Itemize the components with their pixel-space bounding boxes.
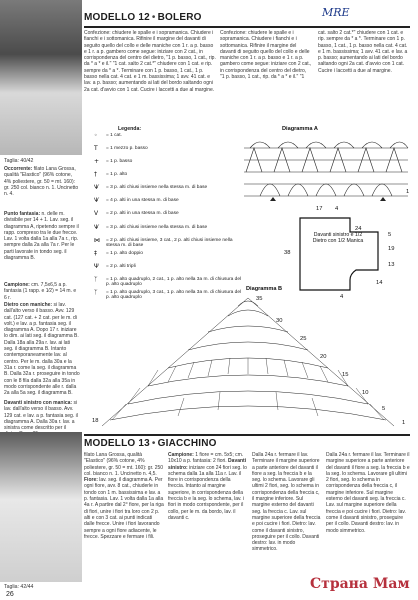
legend-symbol-icon: T (94, 145, 98, 153)
diagram-b-row-25: 25 (300, 336, 307, 342)
model-13-campione-head: Campione: (168, 452, 194, 458)
diagram-b-row-1: 1 (402, 420, 406, 426)
legend-item-label: = 2 p. alti tripli (106, 263, 136, 269)
legend-item-label: = 2 p. alti chiusi insieme, 3 cat., 2 p. alti chiusi insieme nella stessa m. di base (106, 237, 233, 249)
model-12-davanti-text: si lav. dall'alto verso il basso. Avv. 129 cat. e lav. a p. fantasia seg. il diagramma A. Dalla 30a r. lav. a sinistra come descritto per il (4, 400, 78, 432)
model-12-punto-head: Punto fantasia: (4, 211, 41, 217)
model-12-subtitle: BOLERO (157, 12, 202, 23)
model-13-davanti-text: iniziare con 24 fiori seg. lo schema dalla 1a alla 11a r. Lav. il fiore in corrispondenza della freccia. Intanto al margine superiore, in corrispondenza della freccia b e la seg. lo schema, lav. i fiori in modo corrispondente, per il collo, per le m. da bordo, lav. il davanti c. (168, 464, 247, 521)
diagram-b-row-35: 35 (256, 296, 263, 302)
model-12-photo (0, 0, 82, 155)
model-13-rule (84, 434, 410, 436)
legend-symbol-icon: Ѱ (94, 223, 100, 231)
legend-item-label: = 1 p. alto quadruplo, 2 cat., 1 p. alto nella 3a m. di chiusura del p. alto quadruplo (106, 276, 242, 288)
model-12-campione (4, 282, 80, 301)
model-13-col3: Dalla 24a r. fermare il lav. Terminare il margine superiore a parte anteriore del davanti il fiore a seg. la freccia b e la seg. lo schema. Lavorare gli ultimi 2 fiori, seg. lo schema in corrispondenza della freccia c, il margine inferiore. Sul margine esterno del davanti seg. la freccia c. Lav. sul margine superiore della freccia e poi cucire i fiori. Dietro: lav. come il davanti sinistro, proseguire per il collo. Davanti destro: lav. in modo simmetrico. (252, 452, 321, 553)
legend-symbol-icon: ⋈ (94, 236, 100, 244)
model-13-col1 (84, 452, 164, 588)
model-12-confezione: Confezione: chiudere le spalle e i sopramanica. Chiudere i fianchi e i sottomanica. Rifinire il margine del davanti di seguito quello del collo e delle maniche con 1 r. a p. basso e 1 r. a p. gambero come segue: iniziare con 2 cat., in corrispondenza del centro del dietro, "1 p. basso, 1 cat., rip. da * a * e il." "1 cat. salto 2 cat.*" chiudere con 1 cat. e rip. sempre da * a *. Terminare con 1 p. basso, 1 cat., 1 p. basso nella cat. 4 cat. e 1 m. bassissima; 1 avv. 41 cat. e lav. a p. basso; aumentando ai lati del bordo saltando ogni 2a cat. d'avvio con 1 cat. Cucire i laccetti a due al margine. (84, 30, 216, 93)
model-13-subtitle: GIACCHINO (157, 438, 217, 449)
model-13-campione-text: 1 fiore = cm. 5x5; cm. 10x10 a p. fantasia: 2 fiori. (168, 452, 244, 465)
legend-symbol-icon: + (94, 158, 100, 166)
schema-dim-bottom: 4 (340, 294, 344, 300)
legend-item-label: = 1 p. basso (106, 159, 133, 165)
model-13-punto-head: Fiore: (84, 477, 98, 484)
model-12-dietro-head: Dietro con maniche: (4, 302, 53, 308)
model-13-taglia: Taglia: 42/44 (4, 584, 34, 590)
model-12-title: MODELLO 12 (84, 12, 150, 23)
schema-dim-bottom-right: 14 (376, 280, 383, 286)
model-13-title: MODELLO 13 (84, 438, 150, 449)
legend-item-label: = 1 cat. (106, 133, 122, 138)
model-13-punto-text: lav. seg. il diagramma A. Per ogni fiore, avv. 8 cat., chiuderle in tondo con 1 m. bassissima e lav. a p. fantasia. Lav. 1 volta dalla 1a alla 4a r. A partire dal 2° fiore, per la riga di fiori, unire i fiori tra loro con 2 p. alti e con 3 cat. ai punti indicati dalle frecce. Unire i fiori lavorando sempre a ogni fiore adiacente, le frecce. Spezzare e fermare i fili. (84, 477, 164, 540)
model-12-dietro-text: si lav. dall'alto verso il basso. Avv. 129 cat. (127 cat. + 2 cat. per le m. di volt.) e lav. a p. fantasia seg. il diagramma A. Dopo 17 r. iniziare lo dim. ai lati seg. il diagramma B. Dalla 18a alla 29a r. lav. ai lati seg. il diagramma B. Intanto contemporaneamente lav. al centro. Per le m. dalla 30a e la 31a r. come la seg. il diagramma B. Dalla 32a r. proseguire in tondo con le 8 fila dalla 32a alla 35a in modo corrispondente alle r. dalla 2a alla 5a seg. il diagramma B. (4, 302, 80, 397)
model-12-davanti-head: Davanti sinistro con manica: (4, 400, 73, 406)
legend-symbol-icon: Ѱ (94, 184, 100, 192)
schema-dim-right-c: 13 (388, 262, 395, 268)
model-13-heading: MODELLO 13 • GIACCHINO (84, 438, 217, 449)
schema-dim-height: 38 (284, 250, 291, 256)
schema-dim-top: 4 (335, 206, 339, 212)
model-12-punto-text: n. delle m. divisibile per 14 + 1. Lav. seg. il diagramma A, ripetendo sempre il rapp. compreso tra le due frecce. Lav. 1 volta dalla 1a alla 7a r., rip. sempre dalla 2a alla 7a r. Per le parti lavorate in tondo seg. il diagramma B. (4, 211, 79, 262)
legend-item-label: = 3 p. alti chiusi insieme nella stessa m. di base (106, 185, 208, 191)
model-12-occorrente-text: filato Lana Grossa, qualità "Elastico" (96% cotone, 4% poliestere, gr. 50 = mt. 160): gr. 250 col. bianco n. 1. Uncinetto n. 4. (4, 166, 79, 198)
model-12-punto (4, 211, 80, 261)
legend-item-label: = 1 mezzo p. basso (106, 146, 148, 152)
model-12-campione-text: cm. 7,5x6,5 a p. fantasia (1 rapp. e 1⁄2) = 14 m. e 6 r. (4, 282, 77, 301)
model-12-rule (84, 26, 410, 28)
legend (92, 133, 242, 303)
legend-symbol-icon: V (94, 210, 99, 218)
model-12-confezione-cont: Confezione: chiudere le spalle e i sopramanica. Chiudere i fianchi e i sottomanica. Rifinire il margine del davanti di seguito quello del collo e delle maniche con 1 r. a p. basso e 1 r. a p. gambero come segue: iniziare con 2 cat., in corrispondenza del centro del dietro, "1 p. basso, 1 cat., rip. da * a * e il." "1 cat. salto 2 cat.*" chiudere con 1 cat. e rip. sempre da * a *. Terminare con 1 p. basso, 1 cat., 1 p. basso nella cat. 4 cat. e 1 m. bassissima; 1 avv. 41 cat. e lav. a p. basso; aumentando ai lati del bordo saltando ogni 2a cat. d'avvio con 1 cat. Cucire i laccetti a due al margine. (220, 30, 408, 81)
legend-symbol-icon: ‡ (94, 249, 97, 257)
model-13-photo (0, 432, 82, 582)
schema-dim-shoulder: 24 (355, 226, 362, 232)
legend-item-label: = 1 p. alto (106, 172, 128, 178)
legend-title: Legenda: (118, 126, 142, 132)
legend-symbol-icon: ◦ (94, 132, 98, 139)
schema-dim-right-a: 5 (388, 232, 392, 238)
diagram-b-row-15: 15 (342, 372, 349, 378)
legend-symbol-icon: ᛉ (94, 275, 98, 283)
legend-symbol-icon: Ψ (94, 262, 99, 270)
page-number: 26 (6, 591, 14, 598)
legend-item-label: = 4 p. alti in una stessa m. di base (106, 198, 179, 204)
model-12-occorrente (4, 166, 80, 197)
schema-dim-right-b: 19 (388, 246, 395, 252)
model-12-heading: MODELLO 12 • BOLERO (84, 12, 202, 23)
legend-item-label: = 1 p. alto doppio (106, 250, 143, 256)
legend-item-label: = 2 p. alti in una stessa m. di base (106, 211, 179, 217)
model-12-campione-head: Campione: (4, 282, 30, 288)
diagram-a-row-1: 1 (406, 189, 410, 195)
diagram-a (240, 132, 412, 202)
legend-symbol-icon: Ѱ (94, 197, 100, 205)
legend-item-label: = 1 p. alto quadruplo, 3 cat., 1 p. alto nella 3a m. di chiusura del p. alto quadruplo (106, 289, 242, 301)
schema-shape (294, 214, 384, 294)
model-12-occorrente-head: Occorrente: (4, 166, 33, 172)
model-12-taglia: Taglia: 40/42 (4, 158, 34, 164)
diagram-b-row-30: 30 (276, 318, 283, 324)
model-13-davanti-head: Davanti sinistro: (168, 458, 247, 471)
legend-item-label: = 3 p. alti chiusi insieme nella stessa m. di base (106, 224, 208, 230)
model-13-col4: Dalla 24a r. fermare il lav. Terminare il margine superiore a parte anteriore del davanti il fiore a seg. la freccia b e la seg. lo schema. Lavorare gli ultimi 2 fiori, seg. lo schema in corrispondenza della freccia c, il margine inferiore. Sul margine esterno del davanti seg. la freccia c. Lav. sul margine superiore della freccia e poi cucire i fiori. Dietro: lav. come il davanti sinistro, proseguire per il collo. Davanti destro: lav. in modo simmetrico. (326, 452, 410, 534)
diagram-b-num-18: 18 (92, 418, 99, 424)
legend-symbol-icon: ᛉ (94, 288, 98, 296)
diagram-b-row-10: 10 (362, 390, 369, 396)
schema-label: Davanti sinistro e 1/2 Dietro con 1/2 Manica (312, 232, 364, 244)
legend-symbol-icon: † (94, 171, 97, 179)
model-13-col2 (168, 452, 248, 588)
diagram-b-row-20: 20 (320, 354, 327, 360)
diagram-a-label: Diagramma A (282, 126, 318, 132)
diagram-b-row-5: 5 (382, 406, 386, 412)
watermark: Страна Мам (310, 576, 410, 592)
handwritten-note: MRE (322, 6, 350, 19)
schema-dim-top-left: 17 (316, 206, 323, 212)
diagram-b-label: Diagramma B (246, 286, 283, 292)
model-12-dietro (4, 302, 80, 398)
model-13-occorrente-text: filato Lana Grossa, qualità "Elastico" (96% cotone, 4% poliestere, gr. 50 = mt. 160): gr. 250 col. bianco n. 1. Uncinetto n. 4,5. (84, 452, 164, 477)
